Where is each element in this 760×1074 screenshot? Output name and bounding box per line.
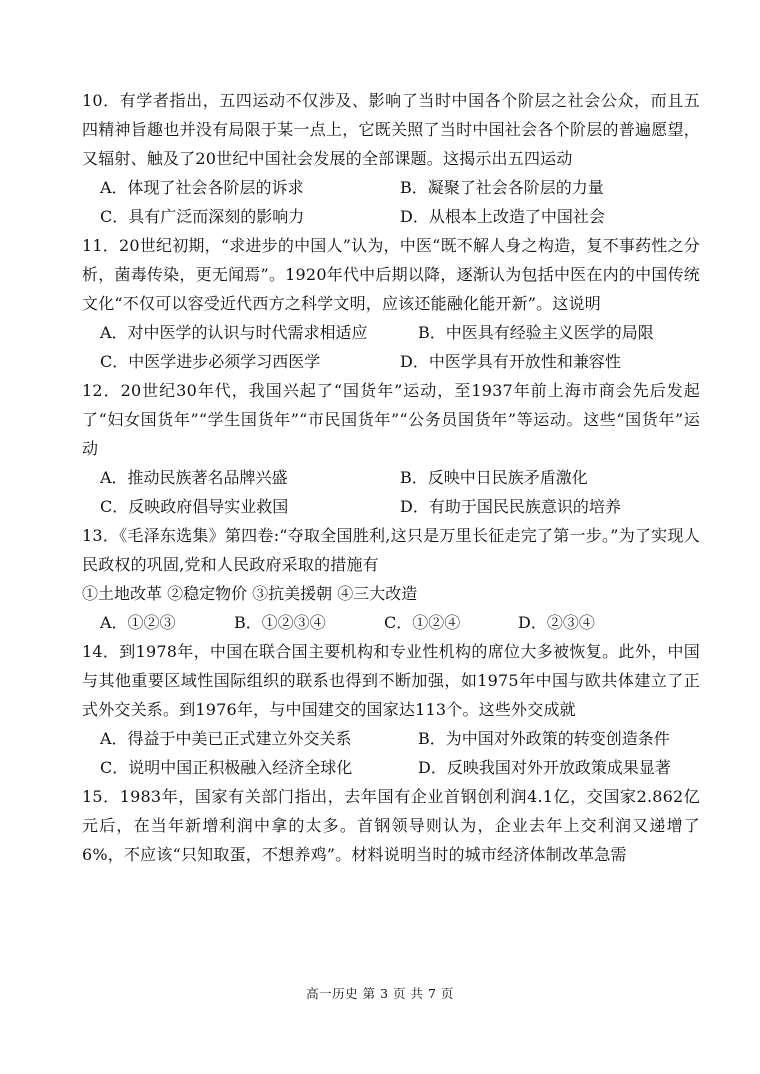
question-11-stem: 11．20世纪初期，“求进步的中国人”认为，中医“既不解人身之构造，复不事药性之分析，菌毒传染，更无闻焉”。1920年代中后期以降，逐渐认为包括中医在内的中国传统文化“不仅可以容受近代西方之科学文明，应该还能融化能开新”。这说明 bbox=[82, 236, 700, 313]
question-11-options-row-2 bbox=[82, 347, 700, 376]
question-10-option-b: B．凝聚了社会各阶层的力量 bbox=[400, 178, 604, 197]
question-10 bbox=[82, 86, 700, 231]
question-14-option-a: A．得益于中美已正式建立外交关系 bbox=[100, 729, 352, 748]
question-12-option-b: B．反映中日民族矛盾激化 bbox=[400, 468, 588, 487]
question-13-option-b: B．①②③④ bbox=[234, 613, 326, 632]
question-13-options-row bbox=[82, 608, 700, 637]
question-12-option-c: C．反映政府倡导实业救国 bbox=[100, 497, 289, 516]
question-10-options-row-2 bbox=[82, 202, 700, 231]
question-11-option-a: A．对中医学的认识与时代需求相适应 bbox=[100, 323, 368, 342]
question-12-option-d: D．有助于国民民族意识的培养 bbox=[400, 497, 621, 516]
question-11-options-row-1 bbox=[82, 318, 700, 347]
question-10-options bbox=[82, 173, 700, 231]
question-14-stem: 14．到1978年，中国在联合国主要机构和专业性机构的席位大多被恢复。此外，中国与其他重要区域性国际组织的联系也得到不断加强，如1975年中国与欧共体建立了正式外交关系。到1976年，与中国建交的国家达113个。这些外交成就 bbox=[82, 642, 700, 719]
question-11-option-b: B．中医具有经验主义医学的局限 bbox=[418, 323, 654, 342]
question-14-options bbox=[82, 724, 700, 782]
question-13-option-d: D．②③④ bbox=[518, 613, 595, 632]
question-13-stem: 13．《毛泽东选集》第四卷:“夺取全国胜利,这只是万里长征走完了第一步。”为了实现人民政权的巩固,党和人民政府采取的措施有 bbox=[82, 526, 700, 574]
question-12 bbox=[82, 376, 700, 521]
question-11 bbox=[82, 231, 700, 376]
question-14-options-row-1 bbox=[82, 724, 700, 753]
question-14-options-row-2 bbox=[82, 753, 700, 782]
question-15-stem: 15．1983年，国家有关部门指出，去年国有企业首钢创利润4.1亿，交国家2.862亿元后，在当年新增利润中拿的太多。首钢领导则认为，企业去年上交利润又递增了6%，不应该“只知取蛋，不想养鸡”。材料说明当时的城市经济体制改革急需 bbox=[82, 787, 700, 864]
question-12-options bbox=[82, 463, 700, 521]
question-14 bbox=[82, 637, 700, 782]
question-15 bbox=[82, 782, 700, 869]
question-13-options bbox=[82, 608, 700, 637]
question-11-options bbox=[82, 318, 700, 376]
question-10-stem: 10．有学者指出，五四运动不仅涉及、影响了当时中国各个阶层之社会公众，而且五四精神旨趣也并没有局限于某一点上，它既关照了当时中国社会各个阶层的普遍愿望，又辐射、触及了20世纪中国社会发展的全部课题。这揭示出五四运动 bbox=[82, 91, 700, 168]
question-14-option-d: D．反映我国对外开放政策成果显著 bbox=[418, 758, 671, 777]
question-13-choices: ①土地改革 ②稳定物价 ③抗美援朝 ④三大改造 bbox=[82, 584, 418, 603]
question-11-option-c: C．中医学进步必须学习西医学 bbox=[100, 352, 321, 371]
question-10-options-row-1 bbox=[82, 173, 700, 202]
question-11-option-d: D．中医学具有开放性和兼容性 bbox=[400, 352, 621, 371]
question-12-options-row-2 bbox=[82, 492, 700, 521]
page-footer: 高一历史 第 3 页 共 7 页 bbox=[306, 986, 454, 1001]
question-10-option-d: D．从根本上改造了中国社会 bbox=[400, 207, 605, 226]
question-14-option-b: B．为中国对外政策的转变创造条件 bbox=[418, 729, 670, 748]
question-14-option-c: C．说明中国正积极融入经济全球化 bbox=[100, 758, 353, 777]
question-12-options-row-1 bbox=[82, 463, 700, 492]
question-12-option-a: A．推动民族著名品牌兴盛 bbox=[100, 468, 288, 487]
question-13-option-c: C．①②④ bbox=[384, 613, 461, 632]
question-12-stem: 12．20世纪30年代，我国兴起了“国货年”运动，至1937年前上海市商会先后发起了“妇女国货年”“学生国货年”“市民国货年”“公务员国货年”等运动。这些“国货年”运动 bbox=[82, 381, 700, 458]
question-13-option-a: A．①②③ bbox=[100, 613, 176, 632]
question-13 bbox=[82, 521, 700, 637]
question-10-option-c: C．具有广泛而深刻的影响力 bbox=[100, 207, 305, 226]
question-10-option-a: A．体现了社会各阶层的诉求 bbox=[100, 178, 304, 197]
